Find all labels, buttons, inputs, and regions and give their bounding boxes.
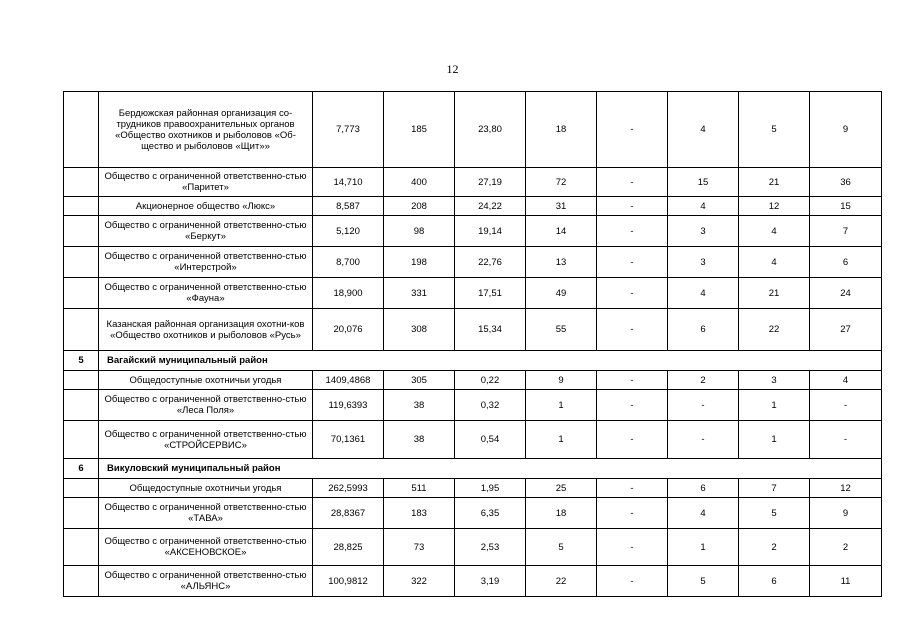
value-cell: 1 xyxy=(526,390,597,421)
value-cell: 21 xyxy=(739,168,810,197)
row-number-cell xyxy=(64,566,99,597)
value-cell: 15 xyxy=(810,197,882,216)
value-cell: 6,35 xyxy=(455,498,526,529)
value-cell: 185 xyxy=(384,92,455,168)
row-number-cell xyxy=(64,278,99,309)
table-row xyxy=(64,390,882,421)
table-row xyxy=(64,479,882,498)
organization-name: Акционерное общество «Люкс» xyxy=(99,197,313,216)
value-cell: 2 xyxy=(739,529,810,566)
value-cell: 5 xyxy=(526,529,597,566)
value-cell: 0,54 xyxy=(455,421,526,459)
organization-name: Общество с ограниченной ответственно-стью «Интерстрой» xyxy=(99,247,313,278)
value-cell: 4 xyxy=(810,371,882,390)
value-cell: 3 xyxy=(668,216,739,247)
value-cell: 6 xyxy=(739,566,810,597)
value-cell: 15 xyxy=(668,168,739,197)
organization-name: Общество с ограниченной ответственно-стью «ТАВА» xyxy=(99,498,313,529)
value-cell: 400 xyxy=(384,168,455,197)
value-cell: 72 xyxy=(526,168,597,197)
value-cell: 6 xyxy=(668,309,739,351)
value-cell: 3 xyxy=(739,371,810,390)
value-cell: 322 xyxy=(384,566,455,597)
section-row xyxy=(64,351,882,371)
value-cell: 15,34 xyxy=(455,309,526,351)
value-cell: 6 xyxy=(668,479,739,498)
value-cell: 7,773 xyxy=(313,92,384,168)
value-cell: 24 xyxy=(810,278,882,309)
value-cell: 0,22 xyxy=(455,371,526,390)
value-cell: 36 xyxy=(810,168,882,197)
table-row xyxy=(64,371,882,390)
value-cell: 183 xyxy=(384,498,455,529)
value-cell: 14 xyxy=(526,216,597,247)
value-cell: 23,80 xyxy=(455,92,526,168)
organization-name: Казанская районная организация охотни-ков «Общество охотников и рыболовов «Русь» xyxy=(99,309,313,351)
value-cell: 6 xyxy=(810,247,882,278)
table-row xyxy=(64,278,882,309)
value-cell: 305 xyxy=(384,371,455,390)
section-title: Вагайский муниципальный район xyxy=(99,351,882,371)
table-row xyxy=(64,309,882,351)
table-row xyxy=(64,421,882,459)
value-cell: - xyxy=(597,216,668,247)
organization-name: Общество с ограниченной ответственно-стью «Беркут» xyxy=(99,216,313,247)
value-cell: 4 xyxy=(739,247,810,278)
row-number-cell xyxy=(64,168,99,197)
hunting-grounds-table xyxy=(63,91,882,597)
row-number-cell xyxy=(64,247,99,278)
value-cell: 38 xyxy=(384,390,455,421)
value-cell: - xyxy=(597,529,668,566)
value-cell: 4 xyxy=(668,197,739,216)
value-cell: 31 xyxy=(526,197,597,216)
organization-name: Общедоступные охотничьи угодья xyxy=(99,371,313,390)
value-cell: 8,700 xyxy=(313,247,384,278)
organization-name: Общество с ограниченной ответственно-стью «АЛЬЯНС» xyxy=(99,566,313,597)
value-cell: 17,51 xyxy=(455,278,526,309)
value-cell: - xyxy=(668,390,739,421)
value-cell: - xyxy=(810,421,882,459)
row-number-cell xyxy=(64,421,99,459)
row-number-cell xyxy=(64,371,99,390)
value-cell: 9 xyxy=(526,371,597,390)
value-cell: 18 xyxy=(526,92,597,168)
value-cell: 12 xyxy=(739,197,810,216)
value-cell: 22 xyxy=(739,309,810,351)
value-cell: 511 xyxy=(384,479,455,498)
value-cell: 98 xyxy=(384,216,455,247)
value-cell: 70,1361 xyxy=(313,421,384,459)
section-number: 5 xyxy=(64,351,99,371)
value-cell: 14,710 xyxy=(313,168,384,197)
value-cell: 2,53 xyxy=(455,529,526,566)
value-cell: 5 xyxy=(668,566,739,597)
row-number-cell xyxy=(64,197,99,216)
value-cell: 9 xyxy=(810,92,882,168)
value-cell: 27,19 xyxy=(455,168,526,197)
section-row xyxy=(64,459,882,479)
value-cell: 4 xyxy=(668,92,739,168)
value-cell: 4 xyxy=(668,278,739,309)
value-cell: - xyxy=(597,168,668,197)
value-cell: - xyxy=(597,197,668,216)
value-cell: 119,6393 xyxy=(313,390,384,421)
value-cell: 308 xyxy=(384,309,455,351)
value-cell: 12 xyxy=(810,479,882,498)
value-cell: 25 xyxy=(526,479,597,498)
value-cell: 1409,4868 xyxy=(313,371,384,390)
organization-name: Общество с ограниченной ответственно-стью «Фауна» xyxy=(99,278,313,309)
table-row xyxy=(64,498,882,529)
table-row xyxy=(64,566,882,597)
value-cell: - xyxy=(597,566,668,597)
value-cell: 7 xyxy=(739,479,810,498)
organization-name: Общество с ограниченной ответственно-стью «СТРОЙСЕРВИС» xyxy=(99,421,313,459)
table-row xyxy=(64,168,882,197)
value-cell: 28,825 xyxy=(313,529,384,566)
table-row xyxy=(64,247,882,278)
section-number: 6 xyxy=(64,459,99,479)
value-cell: 21 xyxy=(739,278,810,309)
value-cell: 9 xyxy=(810,498,882,529)
value-cell: 28,8367 xyxy=(313,498,384,529)
value-cell: 3 xyxy=(668,247,739,278)
organization-name: Общество с ограниченной ответственно-стью «АКСЕНОВСКОЕ» xyxy=(99,529,313,566)
value-cell: 5 xyxy=(739,498,810,529)
value-cell: 5 xyxy=(739,92,810,168)
value-cell: - xyxy=(597,421,668,459)
value-cell: 262,5993 xyxy=(313,479,384,498)
organization-name: Общество с ограниченной ответственно-стью «Паритет» xyxy=(99,168,313,197)
value-cell: 49 xyxy=(526,278,597,309)
value-cell: - xyxy=(597,371,668,390)
value-cell: - xyxy=(810,390,882,421)
row-number-cell xyxy=(64,529,99,566)
row-number-cell xyxy=(64,390,99,421)
organization-name: Общество с ограниченной ответственно-стью «Леса Поля» xyxy=(99,390,313,421)
value-cell: 11 xyxy=(810,566,882,597)
section-title: Викуловский муниципальный район xyxy=(99,459,882,479)
table-row xyxy=(64,216,882,247)
value-cell: - xyxy=(597,309,668,351)
value-cell: 24,22 xyxy=(455,197,526,216)
value-cell: 208 xyxy=(384,197,455,216)
value-cell: - xyxy=(597,247,668,278)
value-cell: 7 xyxy=(810,216,882,247)
value-cell: 198 xyxy=(384,247,455,278)
value-cell: 1 xyxy=(526,421,597,459)
table-row xyxy=(64,92,882,168)
value-cell: 3,19 xyxy=(455,566,526,597)
value-cell: - xyxy=(597,479,668,498)
value-cell: 1 xyxy=(739,421,810,459)
value-cell: 22 xyxy=(526,566,597,597)
value-cell: 4 xyxy=(739,216,810,247)
value-cell: 1,95 xyxy=(455,479,526,498)
organization-name: Общедоступные охотничьи угодья xyxy=(99,479,313,498)
organization-name: Бердюжская районная организация со-трудников правоохранительных органов «Общество охотников и рыболовов «Об-щество и рыболовов «Щит»» xyxy=(99,92,313,168)
value-cell: 55 xyxy=(526,309,597,351)
value-cell: - xyxy=(597,92,668,168)
page-number: 12 xyxy=(446,62,459,76)
row-number-cell xyxy=(64,479,99,498)
value-cell: 18 xyxy=(526,498,597,529)
value-cell: 2 xyxy=(668,371,739,390)
value-cell: 5,120 xyxy=(313,216,384,247)
value-cell: 1 xyxy=(739,390,810,421)
row-number-cell xyxy=(64,498,99,529)
value-cell: 22,76 xyxy=(455,247,526,278)
value-cell: - xyxy=(597,498,668,529)
value-cell: - xyxy=(597,278,668,309)
value-cell: 27 xyxy=(810,309,882,351)
value-cell: 19,14 xyxy=(455,216,526,247)
value-cell: - xyxy=(668,421,739,459)
value-cell: 100,9812 xyxy=(313,566,384,597)
value-cell: - xyxy=(597,390,668,421)
value-cell: 73 xyxy=(384,529,455,566)
row-number-cell xyxy=(64,92,99,168)
value-cell: 0,32 xyxy=(455,390,526,421)
value-cell: 2 xyxy=(810,529,882,566)
value-cell: 18,900 xyxy=(313,278,384,309)
value-cell: 38 xyxy=(384,421,455,459)
row-number-cell xyxy=(64,216,99,247)
value-cell: 1 xyxy=(668,529,739,566)
value-cell: 331 xyxy=(384,278,455,309)
value-cell: 8,587 xyxy=(313,197,384,216)
table-row xyxy=(64,529,882,566)
value-cell: 4 xyxy=(668,498,739,529)
value-cell: 20,076 xyxy=(313,309,384,351)
row-number-cell xyxy=(64,309,99,351)
value-cell: 13 xyxy=(526,247,597,278)
table-row xyxy=(64,197,882,216)
